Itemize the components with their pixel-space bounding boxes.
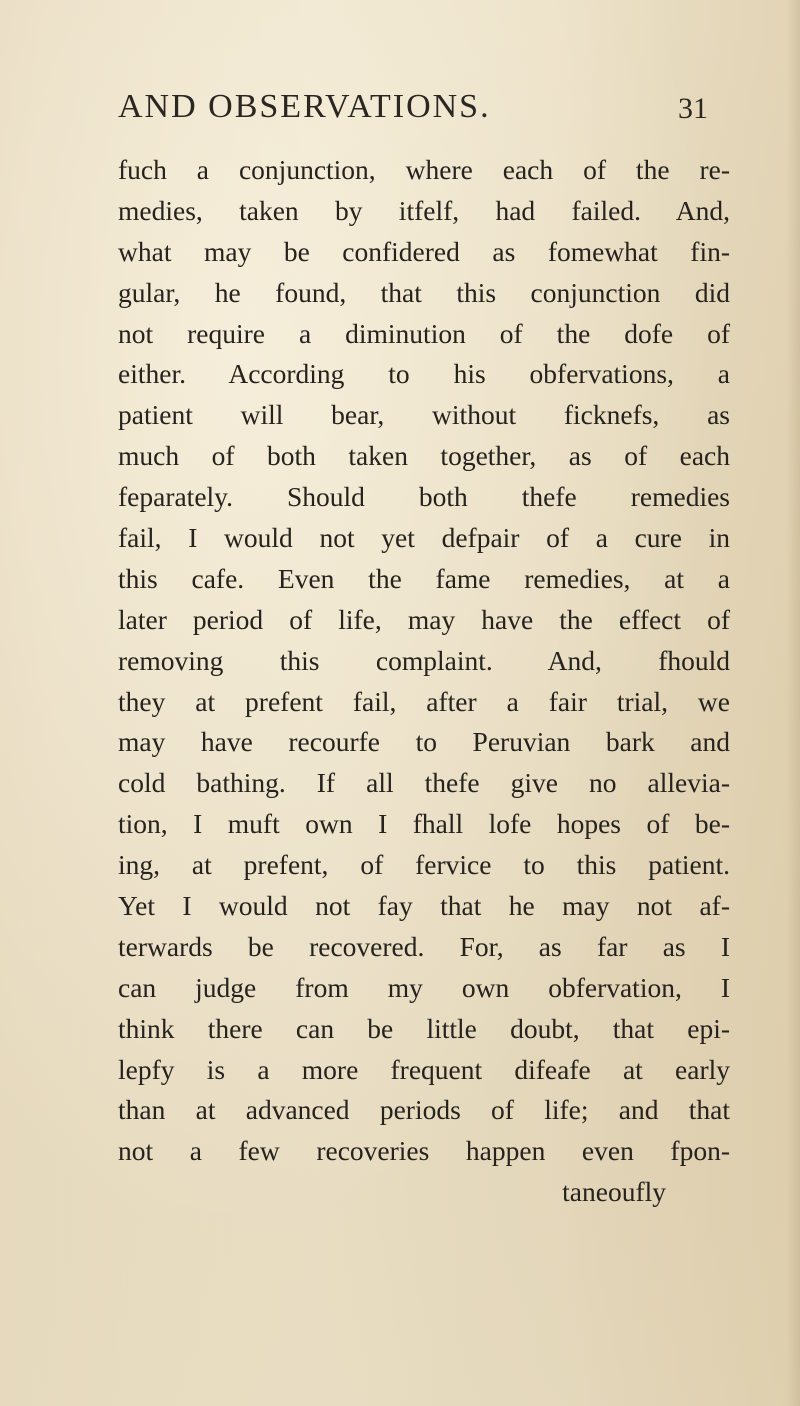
text-line: not require a diminution of the dofe of — [118, 317, 730, 349]
text-line: ing, at prefent, of fervice to this patient. — [118, 849, 730, 881]
text-line: can judge from my own obfervation, I — [118, 971, 730, 1003]
text-line: gular, he found, that this conjunction did — [118, 276, 730, 308]
text-line: not a few recoveries happen even fpon- — [118, 1135, 730, 1167]
body-text — [118, 150, 730, 1213]
text-line: patient will bear, without ficknefs, as — [118, 399, 730, 431]
text-line: tion, I muft own I fhall lofe hopes of be- — [118, 808, 730, 840]
text-line: they at prefent fail, after a fair trial, we — [118, 685, 730, 717]
text-line: cold bathing. If all thefe give no allevia- — [118, 767, 730, 799]
text-line: than at advanced periods of life; and that — [118, 1094, 730, 1126]
text-line: Yet I would not fay that he may not af- — [118, 890, 730, 922]
page-header — [118, 88, 708, 138]
text-line: later period of life, may have the effect of — [118, 603, 730, 635]
text-line: much of both taken together, as of each — [118, 440, 730, 472]
text-line: lepfy is a more frequent difeafe at early — [118, 1053, 730, 1085]
text-line: this cafe. Even the fame remedies, at a — [118, 562, 730, 594]
text-line: removing this complaint. And, fhould — [118, 644, 730, 676]
text-line: feparately. Should both thefe remedies — [118, 481, 730, 513]
text-line: fail, I would not yet defpair of a cure in — [118, 522, 730, 554]
text-line: medies, taken by itfelf, had failed. And, — [118, 194, 730, 226]
text-line: terwards be recovered. For, as far as I — [118, 930, 730, 962]
text-line: either. According to his obfervations, a — [118, 358, 730, 390]
text-line: may have recourfe to Peruvian bark and — [118, 726, 730, 758]
catchword-line: taneoufly — [562, 1176, 666, 1208]
text-line: fuch a conjunction, where each of the re- — [118, 154, 730, 185]
running-head: AND OBSERVATIONS. — [118, 88, 491, 125]
page-number: 31 — [678, 92, 708, 125]
text-line: think there can be little doubt, that epi- — [118, 1012, 730, 1044]
text-line: what may be confidered as fomewhat fin- — [118, 235, 730, 267]
page-edge-shadow — [786, 0, 800, 1406]
